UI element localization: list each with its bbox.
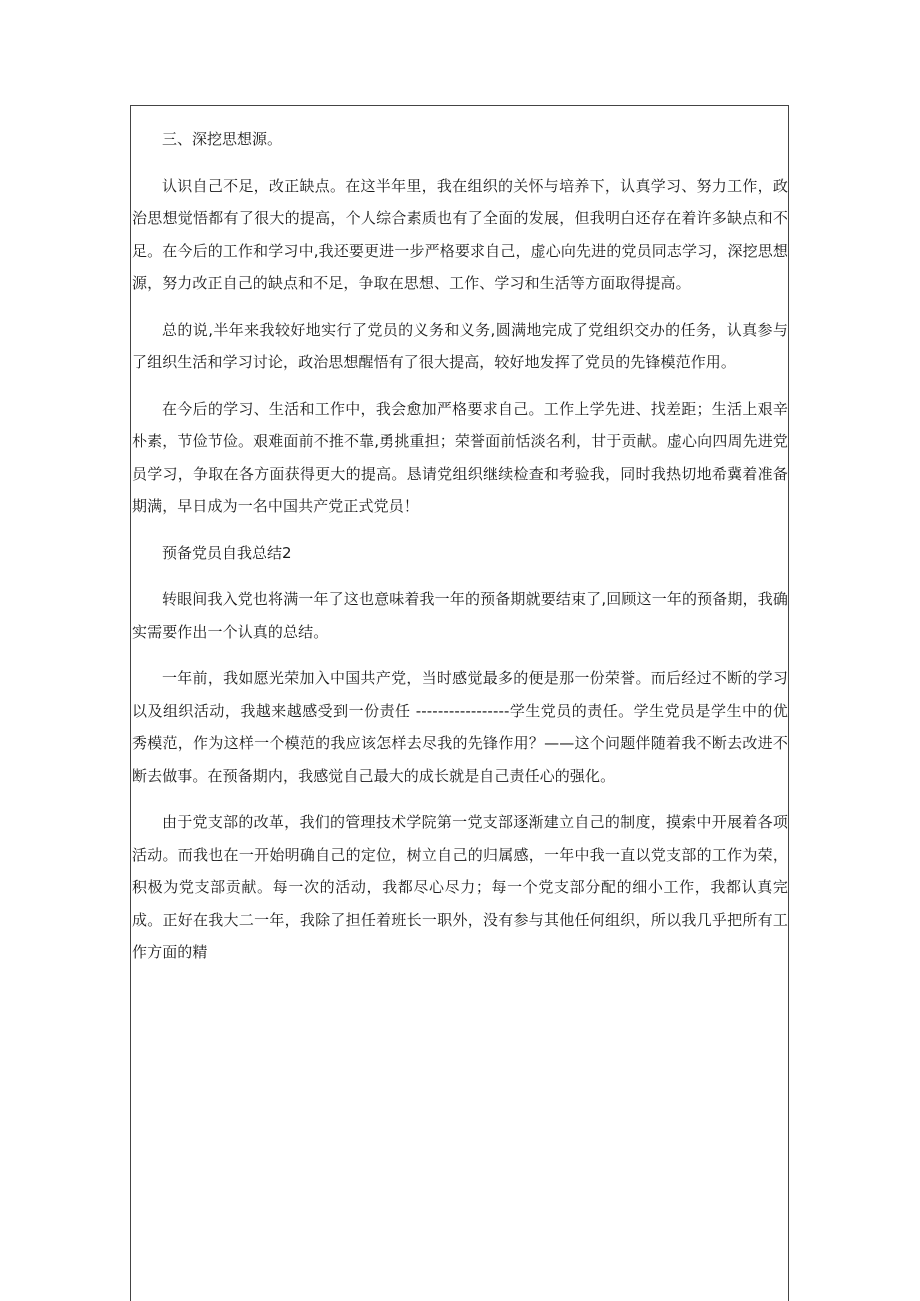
document-title-2: 预备党员自我总结2 [162,543,292,562]
paragraph-6: 由于党支部的改革，我们的管理技术学院第一党支部逐渐建立自己的制度，摸索中开展着各项活动。而我也在一开始明确自己的定位，树立自己的归属感，一年中我一直以党支部的工作为荣，积极为党支部贡献。每一次的活动，我都尽心尽力；每一个党支部分配的细小工作，我都认真完成。正好在我大二一年，我除了担任着班长一职外，没有参与其他任何组织，所以我几乎把所有工作方面的精 [132,813,788,961]
section-heading: 三、深挖思想源。 [162,130,283,148]
paragraph-2: 总的说,半年来我较好地实行了党员的义务和义务,圆满地完成了党组织交办的任务，认真参与了组织生活和学习讨论，政治思想醒悟有了很大提高，较好地发挥了党员的先锋模范作用。 [132,320,788,371]
paragraph-4: 转眼间我入党也将满一年了这也意味着我一年的预备期就要结束了,回顾这一年的预备期，我确实需要作出一个认真的总结。 [132,590,788,641]
document-body [132,123,788,983]
paragraph-1: 认识自己不足，改正缺点。在这半年里，我在组织的关怀与培养下，认真学习、努力工作，政治思想觉悟都有了很大的提高，个人综合素质也有了全面的发展，但我明白还存在着许多缺点和不足。在今后的工作和学习中,我还要更进一步严格要求自己，虚心向先进的党员同志学习，深挖思想源，努力改正自己的缺点和不足，争取在思想、工作、学习和生活等方面取得提高。 [132,176,788,292]
paragraph-3: 在今后的学习、生活和工作中，我会愈加严格要求自己。工作上学先进、找差距；生活上艰辛朴素，节俭节俭。艰难面前不推不靠,勇挑重担；荣誉面前恬淡名利，甘于贡献。虚心向四周先进党员学习，争取在各方面获得更大的提高。恳请党组织继续检查和考验我，同时我热切地希冀着准备期满，早日成为一名中国共产党正式党员！ [132,399,788,515]
paragraph-5: 一年前，我如愿光荣加入中国共产党，当时感觉最多的便是那一份荣誉。而后经过不断的学习以及组织活动，我越来越感受到一份责任 -----------------学生党员的责任。学生党员是学生中的优秀模范，作为这样一个模范的我应该怎样去尽我的先锋作用？——这个问题伴随着我不断去改进不断去做事。在预备期内，我感觉自己最大的成长就是自己责任心的强化。 [132,669,788,785]
